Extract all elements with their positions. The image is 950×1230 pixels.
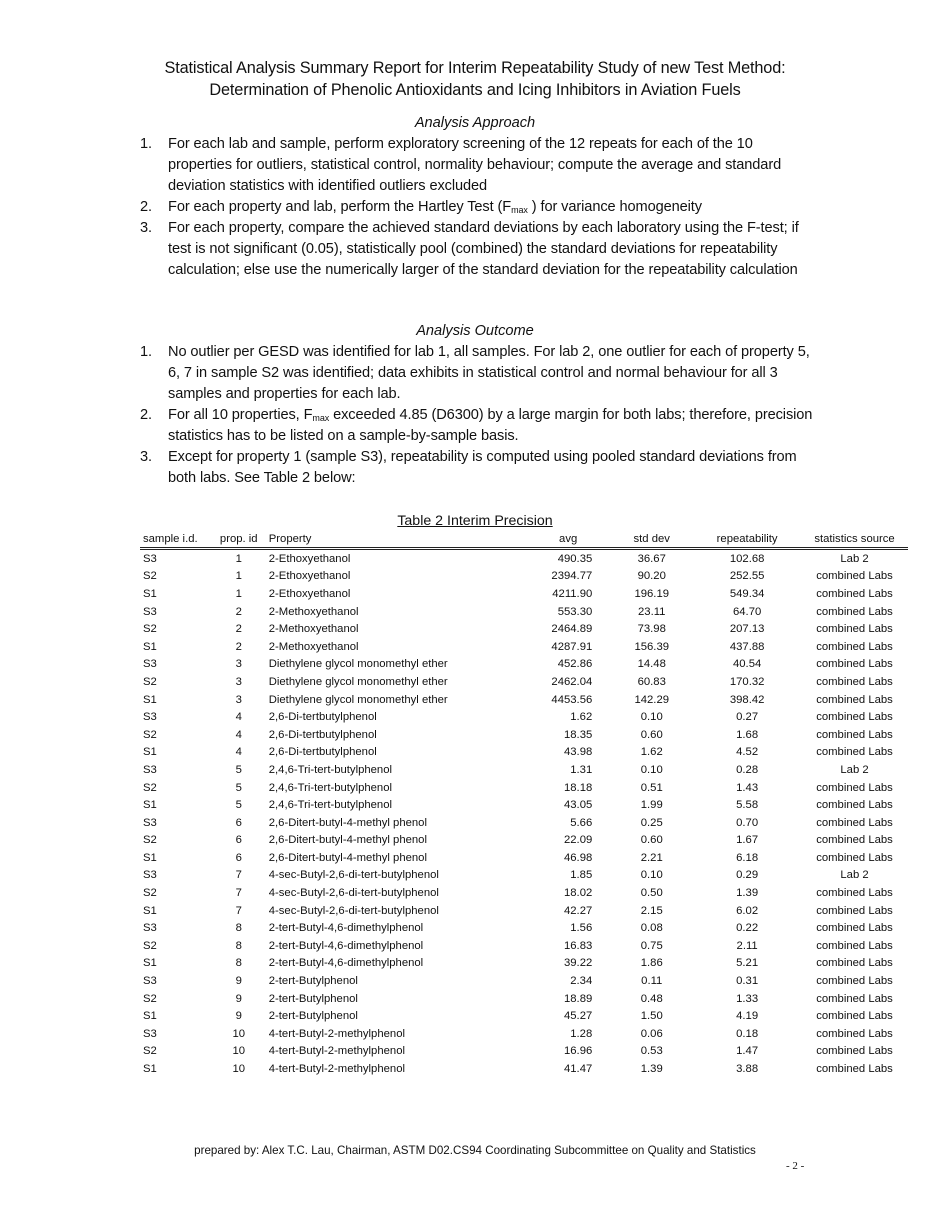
cell-statistics-source: combined Labs bbox=[816, 851, 893, 864]
cell-std-dev: 2.15 bbox=[640, 904, 663, 917]
cell-avg: 2.34 bbox=[570, 975, 593, 988]
table-header-row bbox=[140, 531, 908, 549]
table-row bbox=[140, 708, 908, 726]
table-row bbox=[140, 568, 908, 586]
cell-statistics-source: combined Labs bbox=[816, 834, 893, 847]
table-row bbox=[140, 832, 908, 850]
cell-sample-id: S2 bbox=[143, 992, 157, 1005]
header-prop-id: prop. id bbox=[212, 531, 266, 549]
cell-avg: 2462.04 bbox=[551, 675, 593, 688]
cell-prop-id: 10 bbox=[232, 1063, 246, 1076]
cell-avg: 18.35 bbox=[563, 728, 593, 741]
cell-std-dev: 90.20 bbox=[637, 570, 666, 583]
cell-avg: 45.27 bbox=[563, 1010, 593, 1023]
outcome-item-1: 1. No outlier per GESD was identified for lab 1, all samples. For lab 2, one outlier for each of property 5, 6, 7 in sample S2 was identified; data exhibits in statistical control and normal behaviour for all 3 samples and properties for each lab. bbox=[140, 344, 810, 402]
cell-property: 2-Methoxyethanol bbox=[268, 605, 359, 618]
cell-statistics-source: combined Labs bbox=[816, 605, 893, 618]
cell-statistics-source: combined Labs bbox=[816, 570, 893, 583]
cell-repeatability: 549.34 bbox=[729, 587, 765, 600]
cell-prop-id: 6 bbox=[235, 851, 242, 864]
cell-prop-id: 4 bbox=[235, 728, 242, 741]
cell-property: 2-tert-Butyl-4,6-dimethylphenol bbox=[268, 922, 424, 935]
cell-sample-id: S3 bbox=[143, 922, 157, 935]
cell-std-dev: 0.08 bbox=[640, 922, 663, 935]
cell-property: 4-sec-Butyl-2,6-di-tert-butylphenol bbox=[268, 869, 439, 882]
table-row bbox=[140, 884, 908, 902]
cell-prop-id: 7 bbox=[235, 869, 242, 882]
cell-std-dev: 0.48 bbox=[640, 992, 663, 1005]
table-row bbox=[140, 761, 908, 779]
table-row bbox=[140, 726, 908, 744]
cell-prop-id: 10 bbox=[232, 1027, 246, 1040]
cell-prop-id: 7 bbox=[235, 887, 242, 900]
cell-statistics-source: combined Labs bbox=[816, 781, 893, 794]
cell-property: 4-tert-Butyl-2-methylphenol bbox=[268, 1045, 405, 1058]
cell-repeatability: 6.02 bbox=[736, 904, 759, 917]
table-row bbox=[140, 955, 908, 973]
cell-repeatability: 0.31 bbox=[736, 975, 759, 988]
interim-precision-table bbox=[140, 531, 908, 1078]
cell-statistics-source: combined Labs bbox=[816, 1045, 893, 1058]
cell-avg: 16.83 bbox=[563, 939, 593, 952]
title-line-1: Statistical Analysis Summary Report for Interim Repeatability Study of new Test Method: bbox=[164, 59, 786, 77]
cell-prop-id: 3 bbox=[235, 675, 242, 688]
cell-prop-id: 6 bbox=[235, 834, 242, 847]
cell-statistics-source: combined Labs bbox=[816, 992, 893, 1005]
cell-avg: 18.02 bbox=[563, 887, 593, 900]
cell-sample-id: S2 bbox=[143, 1045, 157, 1058]
cell-prop-id: 2 bbox=[235, 605, 242, 618]
cell-repeatability: 4.19 bbox=[736, 1010, 759, 1023]
cell-sample-id: S1 bbox=[143, 799, 157, 812]
cell-std-dev: 0.10 bbox=[640, 763, 663, 776]
cell-prop-id: 9 bbox=[235, 992, 242, 1005]
cell-repeatability: 5.58 bbox=[736, 799, 759, 812]
header-std-dev: std dev bbox=[610, 531, 693, 549]
cell-avg: 16.96 bbox=[563, 1045, 593, 1058]
cell-statistics-source: combined Labs bbox=[816, 640, 893, 653]
cell-avg: 1.62 bbox=[570, 711, 593, 724]
outcome-item-2: 2. For all 10 properties, $F_{max}$ exceeded 4.85 (D6300) by a large margin for both labs; therefore, precision statistics has to be listed on a sample-by-sample basis. bbox=[140, 407, 813, 444]
cell-statistics-source: combined Labs bbox=[816, 587, 893, 600]
footer-prepared-by: prepared by: Alex T.C. Lau, Chairman, ASTM D02.CS94 Coordinating Subcommittee on Quality and Statistics bbox=[194, 1144, 756, 1157]
table-row bbox=[140, 796, 908, 814]
table-row bbox=[140, 620, 908, 638]
cell-std-dev: 1.62 bbox=[640, 746, 663, 759]
cell-avg: 4287.91 bbox=[551, 640, 593, 653]
title-line-2: Determination of Phenolic Antioxidants and Icing Inhibitors in Aviation Fuels bbox=[209, 81, 741, 99]
cell-std-dev: 0.06 bbox=[640, 1027, 663, 1040]
cell-sample-id: S1 bbox=[143, 640, 157, 653]
cell-sample-id: S2 bbox=[143, 887, 157, 900]
cell-std-dev: 36.67 bbox=[637, 552, 666, 565]
table-row bbox=[140, 779, 908, 797]
cell-repeatability: 437.88 bbox=[729, 640, 765, 653]
table-row bbox=[140, 1060, 908, 1078]
cell-sample-id: S3 bbox=[143, 869, 157, 882]
cell-property: 4-sec-Butyl-2,6-di-tert-butylphenol bbox=[268, 887, 439, 900]
cell-property: 2-Methoxyethanol bbox=[268, 623, 359, 636]
table-body bbox=[140, 549, 908, 1078]
cell-prop-id: 7 bbox=[235, 904, 242, 917]
cell-repeatability: 1.67 bbox=[736, 834, 759, 847]
cell-avg: 4211.90 bbox=[552, 587, 593, 600]
table-row bbox=[140, 549, 908, 568]
cell-repeatability: 5.21 bbox=[736, 957, 759, 970]
cell-property: 2,6-Ditert-butyl-4-methyl phenol bbox=[268, 851, 427, 864]
cell-repeatability: 0.29 bbox=[736, 869, 759, 882]
table-row bbox=[140, 990, 908, 1008]
table-row bbox=[140, 691, 908, 709]
cell-statistics-source: combined Labs bbox=[816, 1063, 893, 1076]
cell-property: 2,6-Ditert-butyl-4-methyl phenol bbox=[268, 834, 427, 847]
cell-property: Diethylene glycol monomethyl ether bbox=[268, 693, 448, 706]
cell-statistics-source: combined Labs bbox=[816, 693, 893, 706]
cell-avg: 18.18 bbox=[563, 781, 593, 794]
cell-std-dev: 2.21 bbox=[640, 851, 663, 864]
cell-prop-id: 5 bbox=[235, 763, 242, 776]
cell-avg: 1.31 bbox=[570, 763, 593, 776]
cell-repeatability: 398.42 bbox=[729, 693, 765, 706]
cell-sample-id: S3 bbox=[143, 658, 157, 671]
table-row bbox=[140, 1043, 908, 1061]
cell-prop-id: 9 bbox=[235, 1010, 242, 1023]
cell-property: 2-tert-Butylphenol bbox=[268, 1010, 358, 1023]
cell-repeatability: 102.68 bbox=[729, 552, 765, 565]
cell-std-dev: 0.51 bbox=[640, 781, 663, 794]
cell-repeatability: 1.43 bbox=[736, 781, 759, 794]
cell-avg: 4453.56 bbox=[551, 693, 593, 706]
cell-statistics-source: combined Labs bbox=[816, 939, 893, 952]
cell-std-dev: 0.11 bbox=[641, 975, 663, 988]
table-row bbox=[140, 867, 908, 885]
cell-sample-id: S1 bbox=[143, 1010, 157, 1023]
cell-std-dev: 0.60 bbox=[640, 834, 663, 847]
cell-repeatability: 1.33 bbox=[736, 992, 759, 1005]
cell-std-dev: 156.39 bbox=[634, 640, 670, 653]
cell-sample-id: S2 bbox=[143, 728, 157, 741]
cell-repeatability: 4.52 bbox=[736, 746, 759, 759]
document-title bbox=[0, 57, 950, 101]
approach-item-3: 3. For each property, compare the achieved standard deviations by each laboratory using the F-test; if test is not significant (0.05), statistically pool (combined) the standard deviations for repeatability calculation; else use the numerically larger of the standard deviation for the repeatability calculation bbox=[140, 220, 799, 278]
table-row bbox=[140, 1025, 908, 1043]
cell-repeatability: 1.47 bbox=[736, 1045, 759, 1058]
cell-std-dev: 0.25 bbox=[640, 816, 663, 829]
cell-sample-id: S2 bbox=[143, 675, 157, 688]
cell-statistics-source: combined Labs bbox=[816, 658, 893, 671]
cell-avg: 22.09 bbox=[563, 834, 593, 847]
cell-avg: 43.05 bbox=[563, 799, 593, 812]
cell-sample-id: S3 bbox=[143, 763, 157, 776]
cell-sample-id: S2 bbox=[143, 834, 157, 847]
cell-sample-id: S3 bbox=[143, 1027, 157, 1040]
cell-avg: 2464.89 bbox=[551, 623, 593, 636]
cell-std-dev: 23.11 bbox=[638, 605, 666, 618]
cell-avg: 1.56 bbox=[570, 922, 593, 935]
cell-prop-id: 5 bbox=[235, 781, 242, 794]
cell-std-dev: 0.50 bbox=[640, 887, 663, 900]
cell-sample-id: S2 bbox=[143, 570, 157, 583]
cell-repeatability: 6.18 bbox=[736, 851, 759, 864]
table-row bbox=[140, 673, 908, 691]
cell-repeatability: 40.54 bbox=[732, 658, 762, 671]
cell-sample-id: S1 bbox=[143, 1063, 157, 1076]
header-avg: avg bbox=[487, 531, 611, 549]
cell-std-dev: 0.53 bbox=[640, 1045, 663, 1058]
cell-avg: 1.28 bbox=[570, 1027, 593, 1040]
cell-statistics-source: combined Labs bbox=[816, 728, 893, 741]
outcome-item-3: 3. Except for property 1 (sample S3), repeatability is computed using pooled standard deviations from both labs. See Table 2 below: bbox=[140, 449, 797, 486]
cell-prop-id: 4 bbox=[235, 711, 242, 724]
cell-std-dev: 0.10 bbox=[640, 711, 663, 724]
cell-repeatability: 64.70 bbox=[732, 605, 762, 618]
cell-std-dev: 1.99 bbox=[640, 799, 663, 812]
cell-std-dev: 14.48 bbox=[637, 658, 666, 671]
cell-repeatability: 0.28 bbox=[736, 763, 759, 776]
cell-statistics-source: combined Labs bbox=[816, 711, 893, 724]
cell-property: 2,4,6-Tri-tert-butylphenol bbox=[268, 799, 393, 812]
cell-sample-id: S1 bbox=[143, 746, 157, 759]
table-row bbox=[140, 603, 908, 621]
cell-property: 2-tert-Butyl-4,6-dimethylphenol bbox=[268, 957, 424, 970]
cell-prop-id: 8 bbox=[235, 922, 242, 935]
cell-prop-id: 6 bbox=[235, 816, 242, 829]
table-row bbox=[140, 849, 908, 867]
cell-statistics-source: combined Labs bbox=[816, 1010, 893, 1023]
cell-avg: 41.47 bbox=[563, 1063, 593, 1076]
cell-prop-id: 2 bbox=[235, 640, 242, 653]
cell-std-dev: 196.19 bbox=[634, 587, 670, 600]
cell-sample-id: S1 bbox=[143, 957, 157, 970]
cell-sample-id: S3 bbox=[143, 975, 157, 988]
cell-std-dev: 1.50 bbox=[640, 1010, 663, 1023]
cell-sample-id: S3 bbox=[143, 552, 157, 565]
cell-avg: 553.30 bbox=[557, 605, 593, 618]
cell-statistics-source: combined Labs bbox=[816, 746, 893, 759]
cell-property: 2,6-Di-tertbutylphenol bbox=[268, 728, 377, 741]
cell-repeatability: 0.22 bbox=[736, 922, 759, 935]
cell-statistics-source: Lab 2 bbox=[840, 552, 869, 565]
cell-prop-id: 3 bbox=[235, 658, 242, 671]
cell-statistics-source: combined Labs bbox=[816, 975, 893, 988]
cell-sample-id: S2 bbox=[143, 623, 157, 636]
cell-repeatability: 2.11 bbox=[736, 939, 758, 952]
cell-property: 2,4,6-Tri-tert-butylphenol bbox=[268, 781, 393, 794]
cell-prop-id: 1 bbox=[235, 587, 242, 600]
cell-std-dev: 60.83 bbox=[637, 675, 666, 688]
cell-property: 2,6-Di-tertbutylphenol bbox=[268, 746, 377, 759]
analysis-approach-heading: Analysis Approach bbox=[414, 115, 536, 131]
cell-prop-id: 1 bbox=[235, 570, 242, 583]
table-row bbox=[140, 937, 908, 955]
cell-statistics-source: combined Labs bbox=[816, 799, 893, 812]
cell-repeatability: 252.55 bbox=[729, 570, 765, 583]
cell-property: Diethylene glycol monomethyl ether bbox=[268, 675, 448, 688]
cell-property: 4-sec-Butyl-2,6-di-tert-butylphenol bbox=[268, 904, 439, 917]
cell-statistics-source: Lab 2 bbox=[840, 869, 869, 882]
header-sample-id: sample i.d. bbox=[140, 531, 212, 549]
cell-sample-id: S3 bbox=[143, 816, 157, 829]
cell-property: 2-tert-Butylphenol bbox=[268, 975, 358, 988]
cell-property: Diethylene glycol monomethyl ether bbox=[268, 658, 448, 671]
cell-sample-id: S1 bbox=[143, 693, 157, 706]
cell-sample-id: S1 bbox=[143, 587, 157, 600]
cell-property: 2-Ethoxyethanol bbox=[268, 552, 351, 565]
cell-statistics-source: combined Labs bbox=[816, 816, 893, 829]
cell-prop-id: 5 bbox=[235, 799, 242, 812]
cell-prop-id: 10 bbox=[232, 1045, 246, 1058]
table-caption: Table 2 Interim Precision bbox=[397, 513, 553, 529]
cell-sample-id: S2 bbox=[143, 781, 157, 794]
cell-statistics-source: combined Labs bbox=[816, 957, 893, 970]
cell-statistics-source: combined Labs bbox=[816, 623, 893, 636]
cell-avg: 1.85 bbox=[570, 869, 593, 882]
table-row bbox=[140, 919, 908, 937]
cell-property: 4-tert-Butyl-2-methylphenol bbox=[268, 1027, 405, 1040]
header-repeatability: repeatability bbox=[693, 531, 801, 549]
cell-repeatability: 0.70 bbox=[736, 816, 759, 829]
cell-statistics-source: combined Labs bbox=[816, 675, 893, 688]
cell-avg: 2394.77 bbox=[551, 570, 593, 583]
cell-property: 2,4,6-Tri-tert-butylphenol bbox=[268, 763, 393, 776]
cell-property: 2-Ethoxyethanol bbox=[268, 587, 351, 600]
table-row bbox=[140, 1007, 908, 1025]
cell-property: 2-Ethoxyethanol bbox=[268, 570, 351, 583]
cell-prop-id: 1 bbox=[235, 552, 242, 565]
cell-avg: 18.89 bbox=[563, 992, 593, 1005]
cell-repeatability: 3.88 bbox=[736, 1063, 759, 1076]
analysis-outcome-heading: Analysis Outcome bbox=[416, 323, 534, 339]
cell-statistics-source: combined Labs bbox=[816, 922, 893, 935]
cell-prop-id: 9 bbox=[235, 975, 242, 988]
cell-sample-id: S3 bbox=[143, 605, 157, 618]
cell-std-dev: 142.29 bbox=[634, 693, 670, 706]
cell-repeatability: 170.32 bbox=[729, 675, 765, 688]
cell-repeatability: 1.68 bbox=[736, 728, 759, 741]
table-row bbox=[140, 972, 908, 990]
cell-prop-id: 2 bbox=[235, 623, 242, 636]
table-row bbox=[140, 585, 908, 603]
table-row bbox=[140, 656, 908, 674]
cell-std-dev: 0.10 bbox=[640, 869, 663, 882]
cell-avg: 46.98 bbox=[563, 851, 593, 864]
cell-prop-id: 3 bbox=[235, 693, 242, 706]
cell-property: 4-tert-Butyl-2-methylphenol bbox=[268, 1063, 405, 1076]
cell-sample-id: S2 bbox=[143, 939, 157, 952]
analysis-approach-list bbox=[140, 134, 820, 281]
cell-std-dev: 0.75 bbox=[640, 939, 663, 952]
cell-avg: 39.22 bbox=[563, 957, 593, 970]
table-row bbox=[140, 744, 908, 762]
cell-sample-id: S1 bbox=[143, 904, 157, 917]
cell-property: 2-tert-Butylphenol bbox=[268, 992, 358, 1005]
cell-sample-id: S1 bbox=[143, 851, 157, 864]
cell-statistics-source: combined Labs bbox=[816, 1027, 893, 1040]
approach-item-2: 2. For each property and lab, perform the Hartley Test ($F_{max}$ ) for variance homogeneity bbox=[140, 199, 702, 215]
cell-property: 2-Methoxyethanol bbox=[268, 640, 359, 653]
cell-property: 2,6-Ditert-butyl-4-methyl phenol bbox=[268, 816, 427, 829]
cell-property: 2-tert-Butyl-4,6-dimethylphenol bbox=[268, 939, 424, 952]
cell-avg: 43.98 bbox=[563, 746, 593, 759]
cell-avg: 452.86 bbox=[557, 658, 593, 671]
header-statistics-source: statistics source bbox=[801, 531, 908, 549]
cell-repeatability: 1.39 bbox=[736, 887, 759, 900]
cell-sample-id: S3 bbox=[143, 711, 157, 724]
cell-prop-id: 8 bbox=[235, 939, 242, 952]
cell-std-dev: 0.60 bbox=[640, 728, 663, 741]
cell-statistics-source: Lab 2 bbox=[840, 763, 869, 776]
table-row bbox=[140, 638, 908, 656]
cell-avg: 5.66 bbox=[570, 816, 593, 829]
table-row bbox=[140, 902, 908, 920]
cell-std-dev: 1.39 bbox=[640, 1063, 663, 1076]
cell-prop-id: 8 bbox=[235, 957, 242, 970]
cell-repeatability: 207.13 bbox=[729, 623, 765, 636]
approach-item-1: 1. For each lab and sample, perform exploratory screening of the 12 repeats for each of the 10 properties for outliers, statistical control, normality behaviour; compute the average and standard deviation statistics with identified outliers excluded bbox=[140, 136, 782, 194]
cell-statistics-source: combined Labs bbox=[816, 904, 893, 917]
cell-prop-id: 4 bbox=[235, 746, 242, 759]
cell-property: 2,6-Di-tertbutylphenol bbox=[268, 711, 377, 724]
cell-std-dev: 1.86 bbox=[640, 957, 663, 970]
cell-std-dev: 73.98 bbox=[637, 623, 666, 636]
table-row bbox=[140, 814, 908, 832]
page-number: - 2 - bbox=[786, 1160, 805, 1172]
cell-repeatability: 0.18 bbox=[736, 1027, 759, 1040]
cell-avg: 42.27 bbox=[563, 904, 593, 917]
analysis-outcome-list bbox=[140, 342, 820, 489]
cell-avg: 490.35 bbox=[557, 552, 593, 565]
cell-repeatability: 0.27 bbox=[736, 711, 759, 724]
header-property: Property bbox=[266, 531, 487, 549]
cell-statistics-source: combined Labs bbox=[816, 887, 893, 900]
